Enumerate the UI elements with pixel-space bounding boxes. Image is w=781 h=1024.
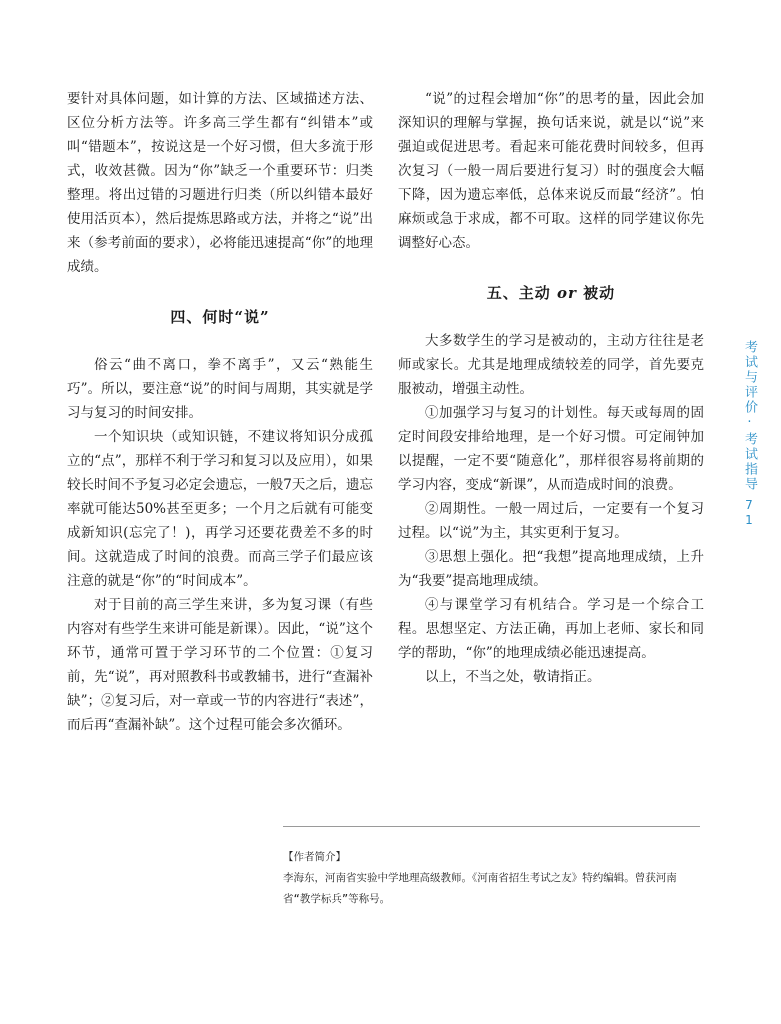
author-bio-box xyxy=(283,847,703,910)
section-5-paragraph-5: ④与课堂学习有机结合。学习是一个综合工程。思想坚定、方法正确，再加上老师、家长和同学的帮助，“你”的地理成绩必能迅速提高。 xyxy=(398,597,704,661)
journal-name: 考试与评价·考试指导 xyxy=(742,340,757,492)
page-number: 71 xyxy=(742,498,756,528)
right-intro-paragraph: “说”的过程会增加“你”的思考的量，因此会加深知识的理解与掌握，换句话来说，就是以“说”来强迫或促进思考。看起来可能花费时间较多，但再次复习（一般一周后要进行复习）时的强度会大幅下降，因为遗忘率低，总体来说反而最“经济”。怕麻烦或急于求成，都不可取。这样的同学建议你先调整好心态。 xyxy=(398,91,704,251)
section-5-paragraph-4: ③思想上强化。把“我想”提高地理成绩，上升为“我要”提高地理成绩。 xyxy=(398,549,704,589)
author-bio-text: 李海东，河南省实验中学地理高级教师。《河南省招生考试之友》特约编辑。曾获河南省“教学标兵”等称号。 xyxy=(283,872,677,905)
section-4-paragraph-1: 俗云“曲不离口，拳不离手”，又云“熟能生巧”。所以，要注意“说”的时间与周期，其实就是学习与复习的时间安排。 xyxy=(67,357,373,421)
journal-sidebar xyxy=(742,340,760,528)
right-column xyxy=(398,87,704,689)
author-divider xyxy=(283,826,700,827)
left-intro-paragraph: 要针对具体问题，如计算的方法、区域描述方法、区位分析方法等。许多高三学生都有“纠错本”或叫“错题本”，按说这是一个好习惯，但大多流于形式，收效甚微。因为“你”缺乏一个重要环节：归类整理。将出过错的习题进行归类（所以纠错本最好使用活页本），然后提炼思路或方法，并将之“说”出来（参考前面的要求），必将能迅速提高“你”的地理成绩。 xyxy=(67,91,373,275)
left-column xyxy=(67,87,373,737)
section-5-heading-prefix: 五、主动 xyxy=(486,284,558,302)
author-bio-label: 【作者简介】 xyxy=(283,851,346,863)
section-4-paragraph-2: 一个知识块（或知识链，不建议将知识分成孤立的“点”，那样不利于学习和复习以及应用），如果较长时间不予复习必定会遗忘，一般7天之后，遗忘率就可能达50%甚至更多；一个月之后就有可能变成新知识(忘完了！)，再学习还要花费差不多的时间。这就造成了时间的浪费。而高三学子们最应该注意的就是“你”的“时间成本”。 xyxy=(67,429,373,589)
section-5-heading xyxy=(398,281,704,305)
section-5-heading-suffix: 被动 xyxy=(576,284,616,302)
section-5-heading-or: or xyxy=(557,284,577,302)
section-4-heading: 四、何时“说” xyxy=(170,308,270,326)
section-5-paragraph-1: 大多数学生的学习是被动的，主动方往往是老师或家长。尤其是地理成绩较差的同学，首先要克服被动，增强主动性。 xyxy=(398,333,704,397)
section-5-paragraph-6: 以上，不当之处，敬请指正。 xyxy=(425,669,601,685)
section-5-paragraph-2: ①加强学习与复习的计划性。每天或每周的固定时间段安排给地理，是一个好习惯。可定闹钟加以提醒，一定不要“随意化”，那样很容易将前期的学习内容，变成“新课”，从而造成时间的浪费。 xyxy=(398,405,704,493)
section-5-paragraph-3: ②周期性。一般一周过后，一定要有一个复习过程。以“说”为主，其实更利于复习。 xyxy=(398,501,704,541)
section-4-paragraph-3: 对于目前的高三学生来讲，多为复习课（有些内容对有些学生来讲可能是新课）。因此，“说”这个环节，通常可置于学习环节的二个位置：①复习前，先“说”，再对照教科书或教辅书，进行“查漏补缺”；②复习后，对一章或一节的内容进行“表述”，而后再“查漏补缺”。这个过程可能会多次循环。 xyxy=(67,597,373,733)
